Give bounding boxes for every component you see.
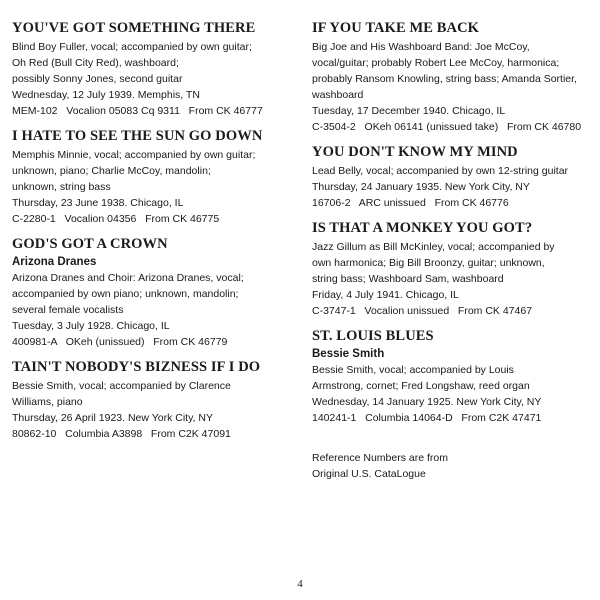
- track-title: YOU DON'T KNOW MY MIND: [312, 144, 518, 160]
- recording-date: Friday, 4 July 1941. Chicago, IL: [312, 289, 459, 301]
- credit-line: Arizona Dranes and Choir: Arizona Dranes, vocal;: [12, 272, 244, 284]
- credit-line: Blind Boy Fuller, vocal; accompanied by own guitar;: [12, 41, 252, 53]
- credit-line: Lead Belly, vocal; accompanied by own 12-string guitar: [312, 165, 569, 177]
- track-title: IF YOU TAKE ME BACK: [312, 20, 480, 36]
- track-entry: [12, 359, 290, 442]
- track-entry: [312, 220, 590, 319]
- track-title: ST. LOUIS BLUES: [312, 328, 434, 344]
- matrix-line: C-3504-2 OKeh 06141 (unissued take) From CK 46780: [312, 121, 582, 133]
- recording-date: Thursday, 26 April 1923. New York City, NY: [12, 412, 213, 424]
- credit-line: Williams, piano: [12, 396, 83, 408]
- track-entry: [12, 128, 290, 227]
- credit-line: unknown, string bass: [12, 181, 111, 193]
- credit-line: unknown, piano; Charlie McCoy, mandolin;: [12, 165, 211, 177]
- matrix-line: C-2280-1 Vocalion 04356 From CK 46775: [12, 213, 220, 225]
- track-title: GOD'S GOT A CROWN: [12, 236, 168, 252]
- matrix-line: 140241-1 Columbia 14064-D From C2K 47471: [312, 412, 542, 424]
- reference-note-line: Reference Numbers are from: [312, 452, 448, 464]
- credit-line: vocal/guitar; probably Robert Lee McCoy, harmonica;: [312, 57, 560, 69]
- credit-line: string bass; Washboard Sam, washboard: [312, 273, 504, 285]
- recording-date: Thursday, 24 January 1935. New York City, NY: [312, 181, 530, 193]
- credit-line: Bessie Smith, vocal; accompanied by Louis: [312, 364, 514, 376]
- credit-line: Oh Red (Bull City Red), washboard;: [12, 57, 179, 69]
- credit-line: Armstrong, cornet; Fred Longshaw, reed organ: [312, 380, 530, 392]
- matrix-line: 400981-A OKeh (unissued) From CK 46779: [12, 336, 228, 348]
- recording-date: Wednesday, 14 January 1925. New York City, NY: [312, 396, 542, 408]
- credit-line: probably Ransom Knowling, string bass; Amanda Sortier,: [312, 73, 577, 85]
- matrix-line: 16706-2 ARC unissued From CK 46776: [312, 197, 509, 209]
- credit-line: washboard: [312, 89, 364, 101]
- track-entry: [312, 144, 590, 211]
- recording-date: Tuesday, 17 December 1940. Chicago, IL: [312, 105, 506, 117]
- credit-line: several female vocalists: [12, 304, 124, 316]
- credit-line: own harmonica; Big Bill Broonzy, guitar; unknown,: [312, 257, 545, 269]
- artist-subtitle: Arizona Dranes: [12, 256, 97, 268]
- credit-line: Memphis Minnie, vocal; accompanied by own guitar;: [12, 149, 256, 161]
- left-column: [12, 20, 290, 451]
- page-number: 4: [297, 578, 303, 590]
- track-entry: [312, 20, 590, 135]
- matrix-line: 80862-10 Columbia A3898 From C2K 47091: [12, 428, 231, 440]
- track-title: YOU'VE GOT SOMETHING THERE: [12, 20, 256, 36]
- track-title: IS THAT A MONKEY YOU GOT?: [312, 220, 533, 236]
- recording-date: Wednesday, 12 July 1939. Memphis, TN: [12, 89, 200, 101]
- credit-line: Jazz Gillum as Bill McKinley, vocal; accompanied by: [312, 241, 555, 253]
- track-entry: [12, 20, 290, 119]
- credit-line: Big Joe and His Washboard Band: Joe McCoy,: [312, 41, 530, 53]
- credit-line: accompanied by own piano; unknown, mandolin;: [12, 288, 239, 300]
- matrix-line: C-3747-1 Vocalion unissued From CK 47467: [312, 305, 533, 317]
- track-entry: [312, 328, 590, 426]
- artist-subtitle: Bessie Smith: [312, 348, 385, 360]
- reference-note-line: Original U.S. CataLogue: [312, 468, 426, 480]
- recording-date: Thursday, 23 June 1938. Chicago, IL: [12, 197, 184, 209]
- credit-line: possibly Sonny Jones, second guitar: [12, 73, 183, 85]
- recording-date: Tuesday, 3 July 1928. Chicago, IL: [12, 320, 170, 332]
- matrix-line: MEM-102 Vocalion 05083 Cq 9311 From CK 46777: [12, 105, 263, 117]
- track-entry: [12, 236, 290, 350]
- reference-note: [312, 450, 590, 482]
- right-column: [312, 20, 590, 482]
- track-title: TAIN'T NOBODY'S BIZNESS IF I DO: [12, 359, 261, 375]
- track-title: I HATE TO SEE THE SUN GO DOWN: [12, 128, 263, 144]
- credit-line: Bessie Smith, vocal; accompanied by Clarence: [12, 380, 231, 392]
